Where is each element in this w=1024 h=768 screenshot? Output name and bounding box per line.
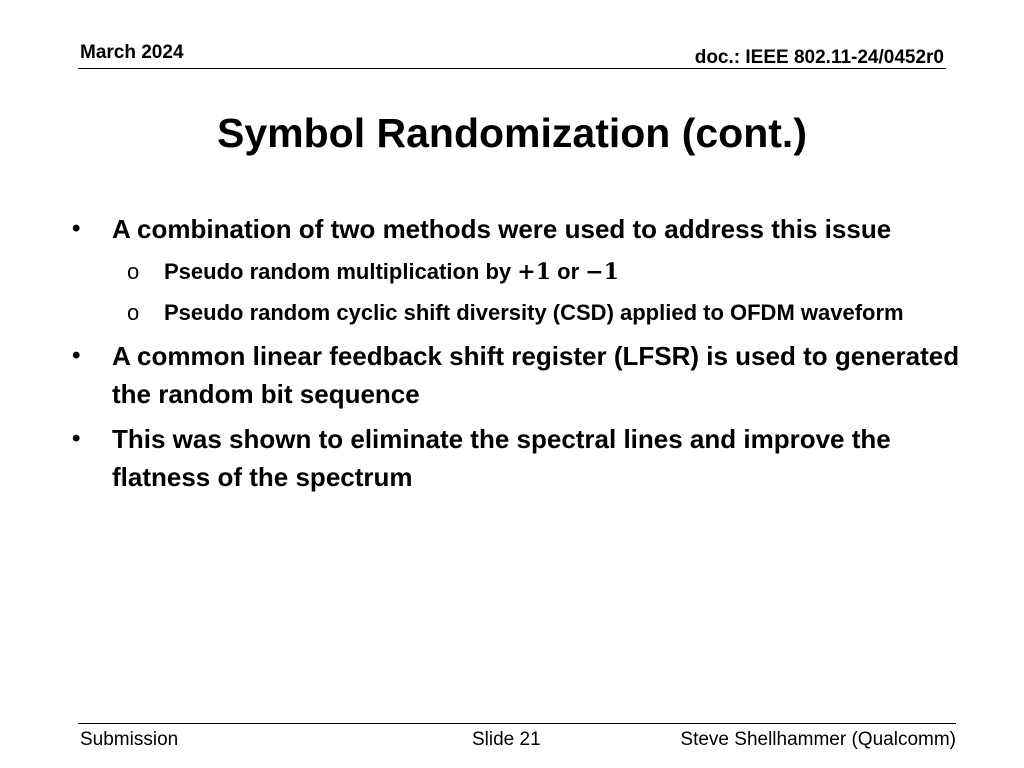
subbullet-text-mid: or xyxy=(551,259,586,284)
bullet-marker: • xyxy=(72,215,81,242)
subbullet-text: Pseudo random cyclic shift diversity (CSD) applied to OFDM waveform xyxy=(164,300,904,325)
math-plus-one: +1 xyxy=(517,259,552,285)
subbullet-marker: o xyxy=(127,259,140,284)
subbullet-text: Pseudo random multiplication by xyxy=(164,259,518,284)
bullet-text: A combination of two methods were used to address this issue xyxy=(112,214,892,244)
bullet-marker: • xyxy=(72,342,81,369)
slide-title: Symbol Randomization (cont.) xyxy=(217,110,807,156)
bullet-text: A common linear feedback shift register (LFSR) is used to generated the random bit sequence xyxy=(112,341,960,409)
bullet-item xyxy=(72,210,962,248)
footer-slide-number: Slide 21 xyxy=(472,729,541,750)
slide-body xyxy=(72,210,962,503)
footer-author: Steve Shellhammer (Qualcomm) xyxy=(680,729,956,750)
footer-submission: Submission xyxy=(80,729,179,750)
header-date: March 2024 xyxy=(80,42,184,63)
footer-divider xyxy=(78,723,956,724)
header-divider xyxy=(78,68,946,69)
subbullet-item xyxy=(72,296,962,330)
bullet-marker: • xyxy=(72,425,81,452)
bullet-text: This was shown to eliminate the spectral lines and improve the flatness of the spectrum xyxy=(112,424,891,492)
subbullet-item xyxy=(72,255,962,289)
subbullet-marker: o xyxy=(127,300,140,325)
bullet-item xyxy=(72,420,962,496)
bullet-item xyxy=(72,337,962,413)
header-doc-id: doc.: IEEE 802.11-24/0452r0 xyxy=(694,47,944,68)
math-minus-one: −1 xyxy=(585,259,619,285)
